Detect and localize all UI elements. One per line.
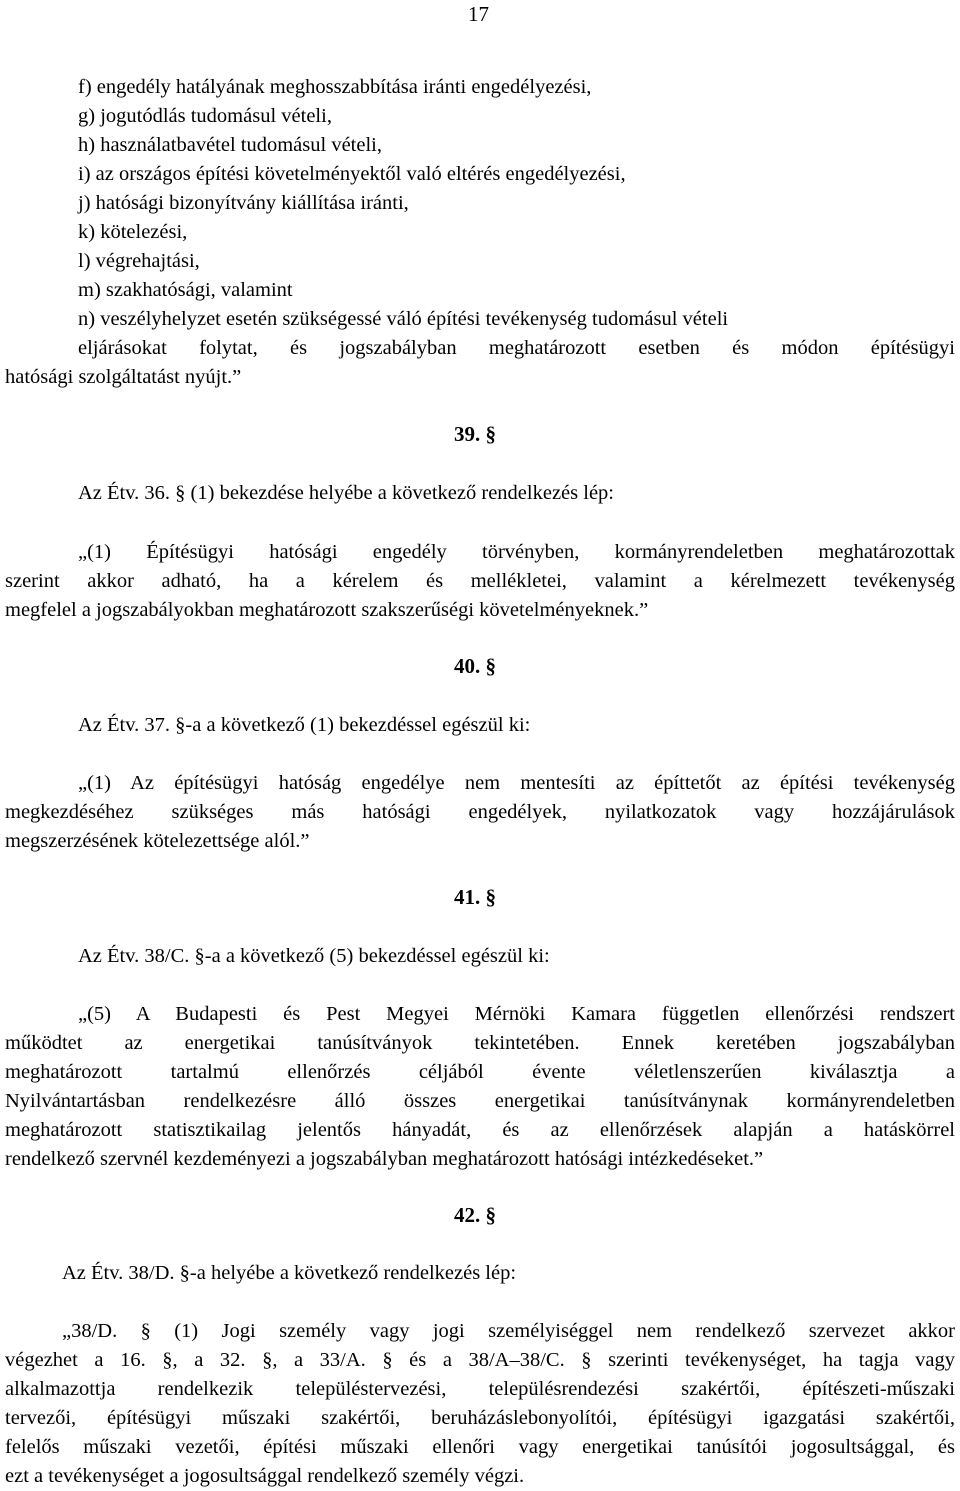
paragraph-line: Nyilvántartásban rendelkezésre álló összes energetikai tanúsítványnak kormányrendeletben (5, 1090, 955, 1112)
paragraph-line: felelős műszaki vezetői, építési műszaki ellenőri vagy energetikai tanúsítói jogosultsággal, és (5, 1436, 955, 1458)
paragraph-line: megszerzésének kötelezettsége alól.” (5, 830, 310, 852)
list-item: l) végrehajtási, (78, 250, 200, 272)
section-heading-42: 42. § (454, 1203, 496, 1227)
paragraph-line: hatósági szolgáltatást nyújt.” (5, 366, 242, 388)
list-item: k) kötelezési, (78, 221, 188, 243)
section-heading-41: 41. § (454, 885, 496, 909)
paragraph-line: ezt a tevékenységet a jogosultsággal rendelkező személy végzi. (5, 1465, 525, 1487)
paragraph-line: „(1) Az építésügyi hatóság engedélye nem mentesíti az építtetőt az építési tevékenység (78, 772, 955, 794)
paragraph-line: rendelkező szervnél kezdeményezi a jogszabályban meghatározott hatósági intézkedéseket.” (5, 1148, 764, 1170)
paragraph-line: meghatározott tartalmú ellenőrzés céljából évente véletlenszerűen kiválasztja a (5, 1061, 955, 1083)
paragraph-line: működtet az energetikai tanúsítványok tekintetében. Ennek keretében jogszabályban (5, 1032, 955, 1054)
section-heading-39: 39. § (454, 422, 496, 446)
list-item: i) az országos építési követelményektől való eltérés engedélyezési, (78, 163, 626, 185)
paragraph-line: végezhet a 16. §, a 32. §, a 33/A. § és a 38/A–38/C. § szerinti tevékenységet, ha tagja vagy (5, 1349, 955, 1371)
paragraph-line: megfelel a jogszabályokban meghatározott szakszerűségi követelményeknek.” (5, 599, 649, 621)
paragraph-line: „(1) Építésügyi hatósági engedély törvényben, kormányrendeletben meghatározottak (78, 541, 955, 563)
paragraph-line: „(5) A Budapesti és Pest Megyei Mérnöki Kamara független ellenőrzési rendszert (78, 1003, 955, 1025)
list-item: f) engedély hatályának meghosszabbítása iránti engedélyezési, (78, 76, 592, 98)
section-intro-40: Az Étv. 37. §-a a következő (1) bekezdéssel egészül ki: (78, 714, 531, 736)
paragraph-line: alkalmazottja rendelkezik településtervezési, településrendezési szakértői, építészeti-műszaki (5, 1378, 955, 1400)
section-heading-40: 40. § (454, 654, 496, 678)
paragraph-line: meghatározott statisztikailag jelentős hányadát, és az ellenőrzések alapján a hatáskörrel (5, 1119, 955, 1141)
list-item: j) hatósági bizonyítvány kiállítása iránti, (78, 192, 409, 214)
paragraph-line: szerint akkor adható, ha a kérelem és mellékletei, valamint a kérelmezett tevékenység (5, 570, 955, 592)
page-number: 17 (468, 2, 489, 26)
section-intro-42: Az Étv. 38/D. §-a helyébe a következő rendelkezés lép: (62, 1262, 517, 1284)
list-item: g) jogutódlás tudomásul vételi, (78, 105, 332, 127)
list-item: n) veszélyhelyzet esetén szükségessé váló építési tevékenység tudomásul vételi (78, 308, 729, 330)
paragraph-line: tervezői, építésügyi műszaki szakértői, beruházáslebonyolítói, építésügyi igazgatási szakértői, (5, 1407, 955, 1429)
section-intro-39: Az Étv. 36. § (1) bekezdése helyébe a következő rendelkezés lép: (78, 482, 614, 504)
section-intro-41: Az Étv. 38/C. §-a a következő (5) bekezdéssel egészül ki: (78, 945, 550, 967)
list-item: m) szakhatósági, valamint (78, 279, 293, 301)
paragraph-line: „38/D. § (1) Jogi személy vagy jogi személyiséggel nem rendelkező szervezet akkor (62, 1320, 955, 1342)
list-item: h) használatbavétel tudomásul vételi, (78, 134, 382, 156)
paragraph-line: eljárásokat folytat, és jogszabályban meghatározott esetben és módon építésügyi (78, 337, 955, 359)
paragraph-line: megkezdéséhez szükséges más hatósági engedélyek, nyilatkozatok vagy hozzájárulások (5, 801, 955, 823)
